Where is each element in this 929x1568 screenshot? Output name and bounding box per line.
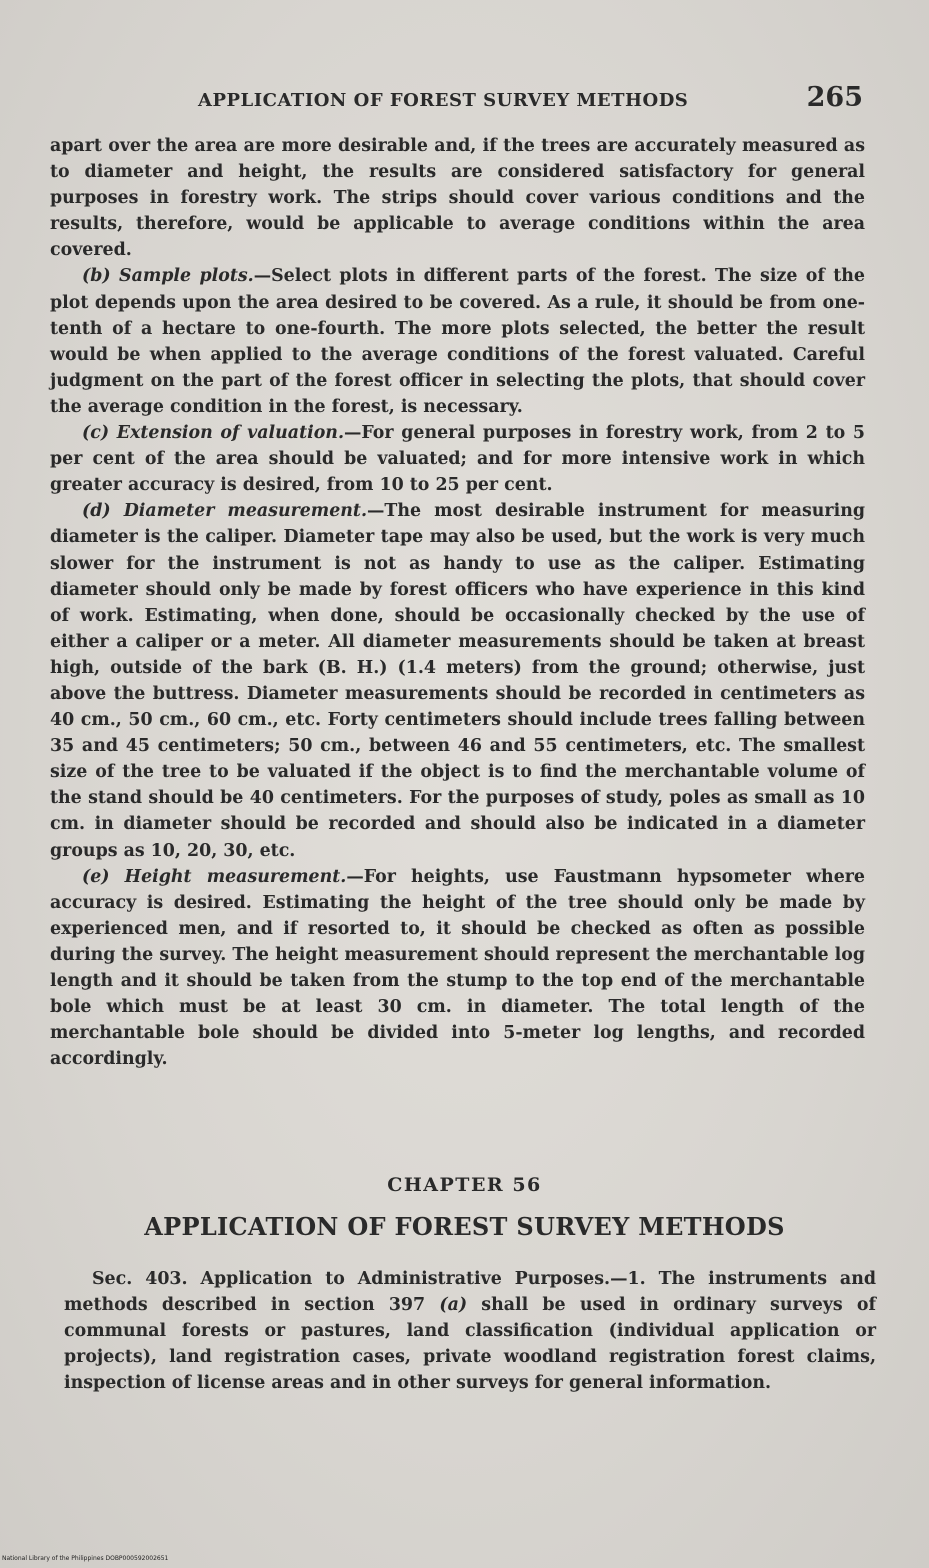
item-title: Height measurement. [124,866,347,887]
body-text [50,133,865,1072]
chapter-title: APPLICATION OF FOREST SURVEY METHODS [144,1212,785,1241]
page-header [198,82,863,122]
section-text-b: shall be used in ordinary surveys of communal forests or pastures, land classification (individual application or projects), land registration cases, private woodland registration forest claims, inspection of license areas and in other surveys for general information. [64,1295,876,1394]
paragraph-height [50,864,865,1073]
item-text: —For heights, use Faustmann hypsometer where accuracy is desired. Estimating the height of the tree should only be made by experienced men, and if resorted to, it should be checked as often as possible during the survey. The height measurement should represent the merchantable log length and it should be taken from the stump to the top end of the merchantable bole which must be at least 30 cm. in diameter. The total length of the merchantable bole should be divided into 5-meter log lengths, and recorded accordingly. [50,866,865,1070]
section-text-a: —1. The instruments and methods described in section 397 [64,1269,876,1316]
paragraph-diameter [50,498,865,863]
scan-footer: National Library of the Philippines DOBP000592002651 [2,1555,169,1562]
paragraph-sample-plots [50,263,865,420]
section-403 [64,1266,876,1396]
item-label: (d) [82,501,111,522]
item-label: (e) [82,866,110,887]
chapter-number: CHAPTER 56 [387,1174,542,1196]
item-label: (b) [82,266,111,287]
section-heading: Sec. 403. Application to Administrative Purposes. [92,1269,611,1289]
item-title: Extension of valuation. [116,423,345,444]
paragraph-continuation: apart over the area are more desirable and, if the trees are accurately measured as to diameter and height, the results are considered satisfactory for general purposes in forestry work. The strips should cover various conditions and the results, therefore, would be applicable to average conditions within the area covered. [50,136,865,261]
paragraph-extension [50,420,865,498]
running-title: APPLICATION OF FOREST SURVEY METHODS [198,90,689,111]
item-text: —For general purposes in forestry work, from 2 to 5 per cent of the area should be valuated; and for more intensive work in which greater accuracy is desired, from 10 to 25 per cent. [50,423,865,496]
section-paragraph [64,1266,876,1396]
item-label: (c) [82,423,110,444]
item-title: Sample plots. [119,266,254,287]
item-text: —The most desirable instrument for measuring diameter is the caliper. Diameter tape may also be used, but the work is very much slower for the instrument is not as handy to use as the caliper. Estimating diameter should only be made by forest officers who have experience in this kind of work. Estimating, when done, should be occasionally checked by the use of either a caliper or a meter. All diameter measurements should be taken at breast high, outside of the bark (B. H.) (1.4 meters) from the ground; otherwise, just above the buttress. Diameter measurements should be recorded in centimeters as 40 cm., 50 cm., 60 cm., etc. Forty centimeters should include trees falling between 35 and 45 centimeters; 50 cm., between 46 and 55 centimeters, etc. The smallest size of the tree to be valuated if the object is to find the merchantable volume of the stand should be 40 centimeters. For the purposes of study, poles as small as 10 cm. in diameter should be recorded and should also be indicated in a diameter groups as 10, 20, 30, etc. [50,501,866,861]
item-title: Diameter measurement. [123,501,368,522]
section-italic: (a) [439,1295,468,1316]
item-text: —Select plots in different parts of the forest. The size of the plot depends upon the area desired to be covered. As a rule, it should be from one-tenth of a hectare to one-fourth. The more plots selected, the better the result would be when applied to the average conditions of the forest valuated. Careful judgment on the part of the forest officer in selecting the plots, that should cover the average condition in the forest, is necessary. [50,266,865,417]
page-number: 265 [806,82,863,113]
